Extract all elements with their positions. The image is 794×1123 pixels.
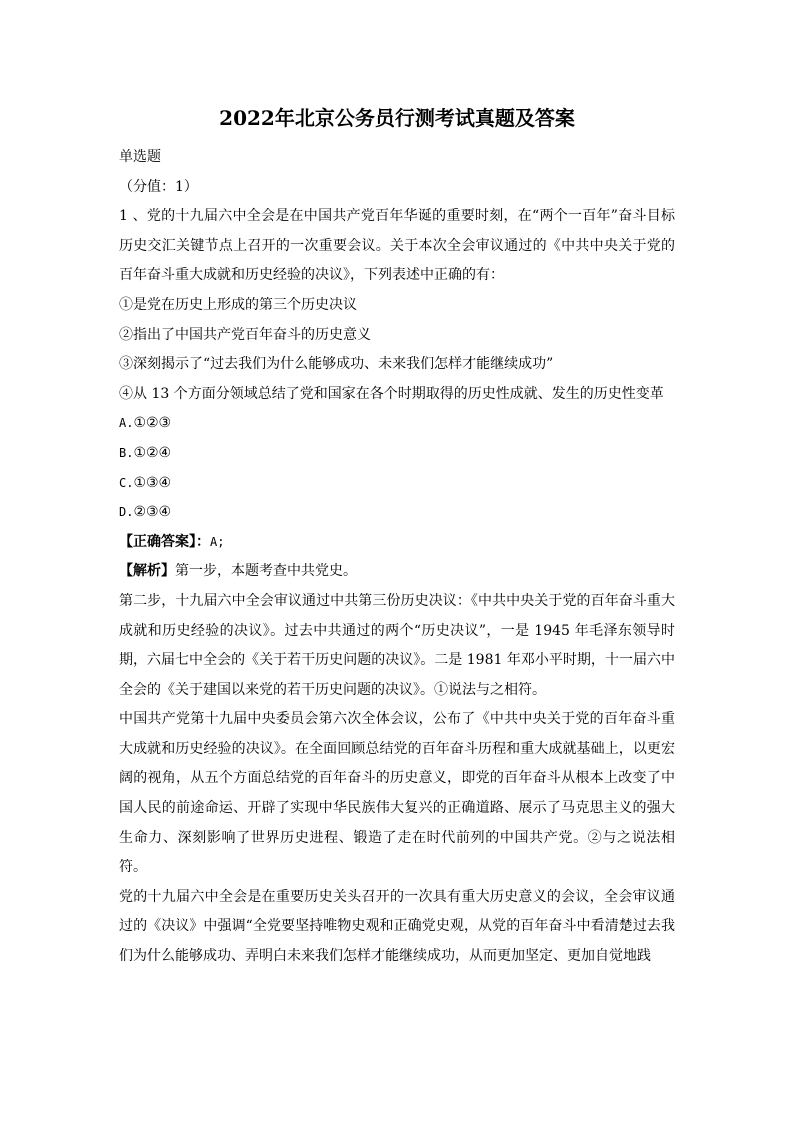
option-c xyxy=(119,469,675,499)
answer-label: 【正确答案】： xyxy=(119,533,210,550)
option-text: ①③④ xyxy=(133,474,172,491)
option-text: ①②③ xyxy=(133,415,172,432)
option-letter: B. xyxy=(119,445,134,460)
option-text: ①②④ xyxy=(133,444,172,461)
option-d xyxy=(119,498,675,528)
option-a xyxy=(119,409,675,439)
analysis-step1: 第一步，本题考查中共党史。 xyxy=(175,563,357,580)
score-label: （分值：1） xyxy=(119,178,198,195)
question-stem: 1 、党的十九届六中全会是在中国共产党百年华诞的重要时刻，在“两个一百年”奋斗目标历史交汇关键节点上召开的一次重要会议。关于本次全会审议通过的《中共中央关于党的百年奋斗重大成就和历史经验的决议》，下列表述中正确的有： xyxy=(119,208,675,284)
analysis-paragraph-3: 党的十九届六中全会是在重要历史关头召开的一次具有重大历史意义的会议，全会审议通过的《决议》中强调“全党要坚持唯物史观和正确党史观，从党的百年奋斗中看清楚过去我们为什么能够成功、弄明白未来我们怎样才能继续成功，从而更加坚定、更加自觉地践 xyxy=(119,888,675,965)
analysis-paragraph-2: 中国共产党第十九届中央委员会第六次全体会议，公布了《中共中央关于党的百年奋斗重大成就和历史经验的决议》。在全面回顾总结党的百年奋斗历程和重大成就基础上，以更宏阔的视角，从五个方面总结党的百年奋斗的历史意义，即党的百年奋斗从根本上改变了中国人民的前途命运、开辟了实现中华民族伟大复兴的正确道路、展示了马克思主义的强大生命力、深刻影响了世界历史进程、锻造了走在时代前列的中国共产党。②与之说法相符。 xyxy=(119,711,675,876)
option-letter: C. xyxy=(119,475,134,490)
statement-4: ④从 13 个方面分领域总结了党和国家在各个时期取得的历史性成就、发生的历史性变革 xyxy=(119,385,664,402)
analysis-label: 【解析】 xyxy=(119,563,175,580)
section-label: 单选题 xyxy=(119,149,161,165)
analysis-paragraph-1: 第二步，十九届六中全会审议通过中共第三份历史决议：《中共中央关于党的百年奋斗重大成就和历史经验的决议》。过去中共通过的两个“历史决议”，一是 1945 年毛泽东领导时期，六届七中全会的《关于若干历史问题的决议》。二是 1981 年邓小平时期，十一届六中全会的《关于建国以来党的若干历史问题的决议》。①说法与之相符。 xyxy=(119,592,675,698)
statement-2: ②指出了中国共产党百年奋斗的历史意义 xyxy=(119,326,371,343)
option-letter: D. xyxy=(119,505,134,520)
option-b xyxy=(119,439,675,469)
document-body xyxy=(119,143,675,972)
analysis-line xyxy=(119,557,675,587)
statement-1: ①是党在历史上形成的第三个历史决议 xyxy=(119,296,357,313)
answer-value: A; xyxy=(210,534,225,549)
answer-line xyxy=(119,528,675,558)
statement-3: ③深刻揭示了“过去我们为什么能够成功、未来我们怎样才能继续成功” xyxy=(119,356,554,373)
option-text: ②③④ xyxy=(133,504,172,521)
page-title: 2022年北京公务员行测考试真题及答案 xyxy=(219,106,575,130)
option-letter: A. xyxy=(119,416,134,431)
